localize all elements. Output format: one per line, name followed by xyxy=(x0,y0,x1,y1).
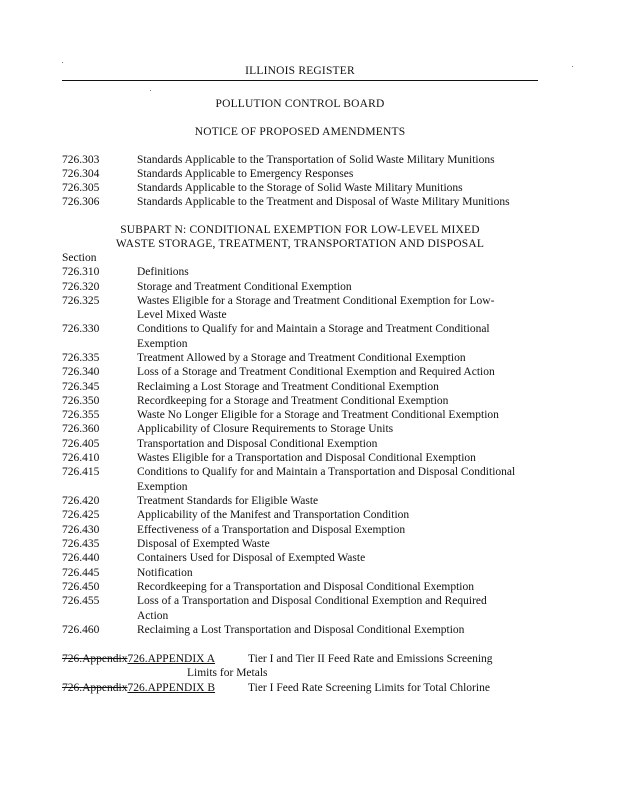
toc-row xyxy=(62,281,542,295)
section-number: 726.440 xyxy=(62,552,100,564)
section-title-continuation: Exemption xyxy=(137,338,188,350)
appendix-title: Tier I Feed Rate Screening Limits for Total Chlorine xyxy=(248,682,490,694)
section-number: 726.340 xyxy=(62,366,100,378)
section-number: 726.405 xyxy=(62,438,100,450)
inserted-appendix-label: 726.APPENDIX B xyxy=(127,682,216,694)
appendix-row xyxy=(62,682,215,694)
section-title: Wastes Eligible for a Storage and Treatment Conditional Exemption for Low- xyxy=(137,295,495,307)
section-title-continuation: Exemption xyxy=(137,481,188,493)
section-title: Wastes Eligible for a Transportation and Disposal Conditional Exemption xyxy=(137,452,476,464)
section-number: 726.460 xyxy=(62,624,100,636)
section-title: Waste No Longer Eligible for a Storage and Treatment Conditional Exemption xyxy=(137,409,499,421)
section-title: Conditions to Qualify for and Maintain a Transportation and Disposal Conditional xyxy=(137,466,516,478)
section-number: 726.455 xyxy=(62,595,100,607)
section-title: Standards Applicable to the Treatment and Disposal of Waste Military Munitions xyxy=(137,196,510,208)
section-title-continuation: Action xyxy=(137,610,169,622)
section-title: Standards Applicable to Emergency Responses xyxy=(137,168,354,180)
inserted-appendix-label: 726.APPENDIX A xyxy=(127,653,216,665)
toc-row xyxy=(62,452,542,466)
section-title: Reclaiming a Lost Storage and Treatment Conditional Exemption xyxy=(137,381,439,393)
toc-row xyxy=(62,581,542,595)
section-number: 726.310 xyxy=(62,266,100,278)
section-title: Recordkeeping for a Transportation and Disposal Conditional Exemption xyxy=(137,581,474,593)
section-number: 726.306 xyxy=(62,196,100,208)
scan-speck xyxy=(150,90,151,91)
section-number: 726.415 xyxy=(62,466,100,478)
toc-row xyxy=(62,438,542,452)
section-number: 726.360 xyxy=(62,423,100,435)
section-title: Standards Applicable to the Transportation of Solid Waste Military Munitions xyxy=(137,154,495,166)
toc-row xyxy=(62,381,542,395)
toc-row xyxy=(62,266,542,280)
section-title: Notification xyxy=(137,567,193,579)
section-title: Containers Used for Disposal of Exempted Waste xyxy=(137,552,366,564)
toc-row xyxy=(62,352,542,366)
section-number: 726.305 xyxy=(62,182,100,194)
section-number: 726.320 xyxy=(62,281,100,293)
section-title: Recordkeeping for a Storage and Treatment Conditional Exemption xyxy=(137,395,449,407)
section-number: 726.445 xyxy=(62,567,100,579)
section-number: 726.410 xyxy=(62,452,100,464)
subpart-heading-line1: SUBPART N: CONDITIONAL EXEMPTION FOR LOW-LEVEL MIXED xyxy=(120,224,480,236)
section-title: Loss of a Storage and Treatment Conditional Exemption and Required Action xyxy=(137,366,495,378)
toc-row xyxy=(62,466,542,480)
board-name: POLLUTION CONTROL BOARD xyxy=(215,98,385,110)
section-title: Treatment Allowed by a Storage and Treatment Conditional Exemption xyxy=(137,352,466,364)
toc-row xyxy=(62,624,542,638)
section-title-continuation: Level Mixed Waste xyxy=(137,309,227,321)
section-number: 726.435 xyxy=(62,538,100,550)
deleted-appendix-label: 726.Appendix xyxy=(62,682,128,694)
section-number: 726.450 xyxy=(62,581,100,593)
section-title: Conditions to Qualify for and Maintain a Storage and Treatment Conditional xyxy=(137,323,490,335)
section-title: Storage and Treatment Conditional Exemption xyxy=(137,281,352,293)
section-title: Disposal of Exempted Waste xyxy=(137,538,270,550)
toc-row xyxy=(62,595,542,609)
section-label: Section xyxy=(62,252,97,264)
section-number: 726.355 xyxy=(62,409,100,421)
toc-row xyxy=(62,552,542,566)
section-title: Standards Applicable to the Storage of Solid Waste Military Munitions xyxy=(137,182,463,194)
section-number: 726.350 xyxy=(62,395,100,407)
header-rule xyxy=(62,80,538,81)
section-number: 726.420 xyxy=(62,495,100,507)
section-title: Transportation and Disposal Conditional Exemption xyxy=(137,438,378,450)
toc-row xyxy=(62,567,542,581)
toc-row xyxy=(62,366,542,380)
section-number: 726.345 xyxy=(62,381,100,393)
toc-row xyxy=(62,323,542,337)
subpart-heading-line2: WASTE STORAGE, TREATMENT, TRANSPORTATION AND DISPOSAL xyxy=(115,238,485,250)
toc-row xyxy=(62,196,542,210)
section-number: 726.335 xyxy=(62,352,100,364)
toc-row xyxy=(62,524,542,538)
section-number: 726.425 xyxy=(62,509,100,521)
toc-row xyxy=(62,538,542,552)
scan-speck xyxy=(572,66,573,67)
section-title: Treatment Standards for Eligible Waste xyxy=(137,495,319,507)
section-title: Applicability of the Manifest and Transportation Condition xyxy=(137,509,410,521)
notice-title: NOTICE OF PROPOSED AMENDMENTS xyxy=(194,126,406,138)
toc-row xyxy=(62,495,542,509)
toc-row xyxy=(62,509,542,523)
deleted-appendix-label: 726.Appendix xyxy=(62,653,128,665)
section-number: 726.330 xyxy=(62,323,100,335)
section-title: Loss of a Transportation and Disposal Conditional Exemption and Required xyxy=(137,595,487,607)
section-title: Reclaiming a Lost Transportation and Disposal Conditional Exemption xyxy=(137,624,465,636)
section-title: Effectiveness of a Transportation and Disposal Exemption xyxy=(137,524,406,536)
toc-row xyxy=(62,168,542,182)
scan-speck xyxy=(62,62,63,63)
toc-row xyxy=(62,423,542,437)
section-title: Applicability of Closure Requirements to Storage Units xyxy=(137,423,394,435)
toc-row xyxy=(62,154,542,168)
section-number: 726.304 xyxy=(62,168,100,180)
toc-row xyxy=(62,182,542,196)
appendix-row xyxy=(62,653,215,665)
toc-row xyxy=(62,295,542,309)
toc-row xyxy=(62,409,542,423)
section-title: Definitions xyxy=(137,266,189,278)
toc-row xyxy=(62,395,542,409)
appendix-title-continuation: Limits for Metals xyxy=(187,667,268,679)
section-number: 726.430 xyxy=(62,524,100,536)
section-number: 726.303 xyxy=(62,154,100,166)
section-number: 726.325 xyxy=(62,295,100,307)
register-header: ILLINOIS REGISTER xyxy=(245,65,355,77)
appendix-title: Tier I and Tier II Feed Rate and Emissions Screening xyxy=(248,653,493,665)
